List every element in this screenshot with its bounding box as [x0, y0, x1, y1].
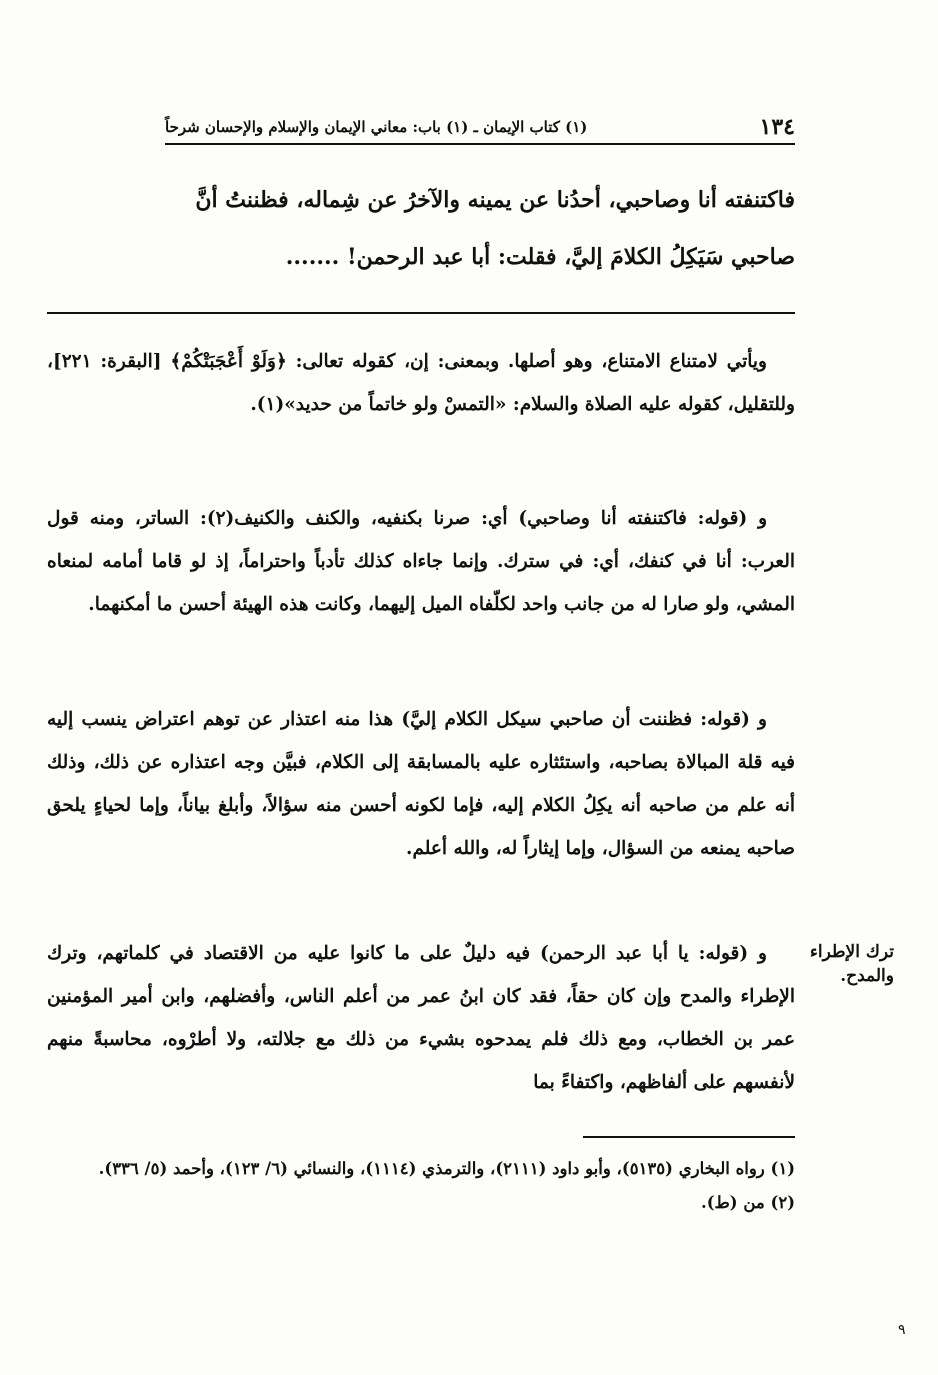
footnote: (٢) من (ط).	[701, 1193, 795, 1212]
commentary-paragraph	[47, 698, 795, 870]
commentary-paragraph	[47, 340, 795, 426]
page-number: ١٣٤	[759, 114, 795, 140]
hadith-text	[47, 172, 795, 286]
paragraph-text: ويأتي لامتناع الامتناع، وهو أصلها. وبمعنى: إن، كقوله تعالى: ﴿وَلَوْ أَعْجَبَتْكُمْ﴾ [البقرة: ٢٢١]، وللتقليل، كقوله عليه الصلاة والسلام: «التمسْ ولو خاتماً من حديد»(١).	[47, 351, 795, 415]
footnotes	[47, 1152, 795, 1220]
margin-note-line: والمدح.	[840, 966, 894, 986]
commentary-paragraph	[47, 497, 795, 626]
corner-mark: ٩	[898, 1322, 906, 1338]
margin-note	[809, 940, 894, 988]
margin-note-line: ترك الإطراء	[809, 942, 894, 962]
header-rule	[165, 143, 795, 145]
footnote-rule	[583, 1136, 795, 1138]
paragraph-text: و (قوله: فظننت أن صاحبي سيكل الكلام إليَّ) هذا منه اعتذار عن توهم اعتراض ينسب إليه فيه قلة المبالاة بصاحبه، واستئثاره عليه بالمسابقة إلى الكلام، فبيَّن وجه اعتذاره عن ذلك، وذلك أنه علم من صاحبه أنه يكِلُ الكلام إليه، فإما لكونه أحسن منه سؤالاً، وأبلغ بياناً، وإما لحياءٍ يلحق صاحبه يمنعه من السؤال، وإما إيثاراً له، والله أعلم.	[47, 709, 796, 859]
paragraph-text: و (قوله: فاكتنفته أنا وصاحبي) أي: صرنا بكنفيه، والكنف والكنيف(٢): الساتر، ومنه قول العرب: أنا في كنفك، أي: في سترك. وإنما جاءاه كذلك تأدباً واحتراماً، إذ لو قاما أمامه لمنعاه المشي، ولو صارا له من جانب واحد لكلّفاه الميل إليهما، وكانت هذه الهيئة أحسن ما أمكنهما.	[47, 508, 795, 615]
paragraph-text: و (قوله: يا أبا عبد الرحمن) فيه دليلٌ على ما كانوا عليه من الاقتصاد في كلماتهم، وترك الإطراء والمدح وإن كان حقاً، فقد كان ابنُ عمر من أعلم الناس، وأفضلهم، وابن أمير المؤمنين عمر بن الخطاب، ومع ذلك فلم يمدحوه بشيء من ذلك مع جلالته، ولا أطرْوه، محاسبةً منهم لأنفسهم على ألفاظهم، واكتفاءً بما	[47, 943, 795, 1093]
commentary-paragraph	[47, 932, 795, 1104]
section-divider	[47, 312, 795, 314]
footnote: (١) رواه البخاري (٥١٣٥)، وأبو داود (٢١١١)، والترمذي (١١١٤)، والنسائي (٦/ ١٢٣)، وأحمد (٥/ ٣٣٦).	[98, 1159, 795, 1178]
hadith-line: فاكتنفته أنا وصاحبي، أحدُنا عن يمينه والآخرُ عن شِماله، فظننتُ أنَّ	[195, 187, 795, 213]
running-title: (١) كتاب الإيمان ـ (١) باب: معاني الإيمان والإسلام والإحسان شرحاً	[165, 118, 588, 136]
hadith-line: صاحبي سَيَكِلُ الكلامَ إليَّ، فقلت: أبا عبد الرحمن! .......	[285, 244, 795, 270]
page-header	[165, 112, 795, 142]
